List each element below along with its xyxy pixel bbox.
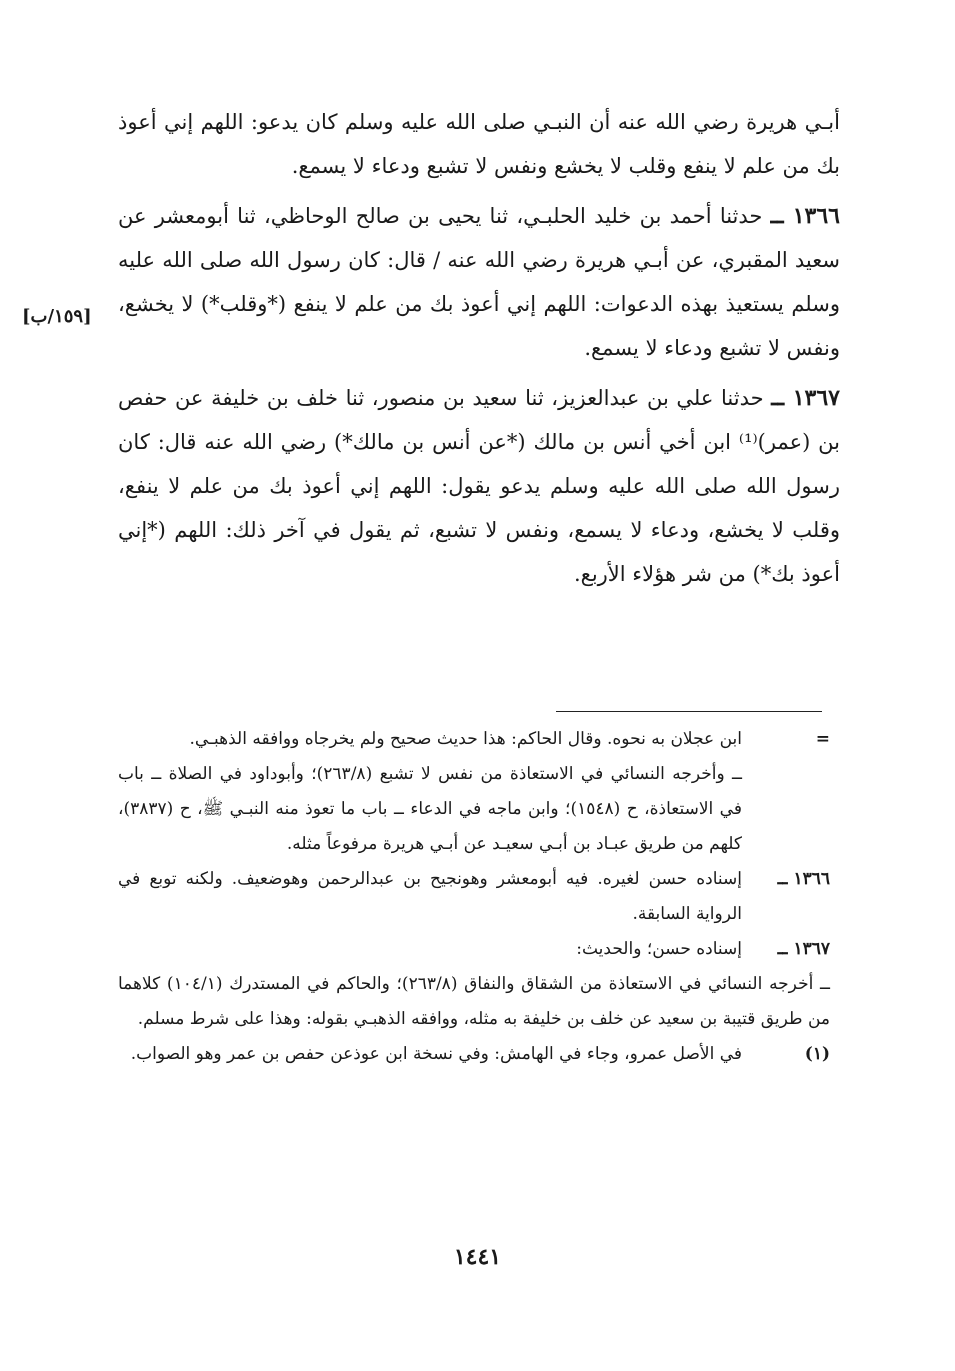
hadith-text: حدثنا علي بن عبدالعزيز، ثنا سعيد بن منصور، ثنا خلف بن خليفة عن حفص بن (عمر)⁽¹⁾ ابن أخي أنس بن مالك (*عن أنس بن مالك*) رضي الله عنه قال: كان رسول الله صلى الله عليه وسلم يدعو يقول: اللهم إني أعوذ بك من علم لا ينفع، وقلب لا يخشع، ودعاء لا يسمع، ونفس لا تشبع، ثم يقول في آخر ذلك: اللهم (*إني أعوذ بك*) من شر هؤلاء الأربع. <box>118 386 840 586</box>
footnote-separator <box>556 711 822 712</box>
page-number: ١٤٤١ <box>453 1244 502 1270</box>
hadith-1367 <box>118 376 840 596</box>
footnote-label: ١٣٦٦ ــ <box>777 869 830 889</box>
footnote-1366 <box>118 862 830 932</box>
footnote-text: ــ وأخرجه النسائي في الاستعاذة من نفس لا تشبع (٢٦٣/٨)؛ وأبوداود في الصلاة ــ باب في الاستعاذة، ح (١٥٤٨)؛ وابن ماجه في الدعاء ــ باب ما تعوذ منه النبـي ﷺ، ح (٣٨٣٧)، كلهم من طريق عبـاد بن أبـي سعيـد عن أبـي هريرة مرفوعاً مثله. <box>118 764 742 854</box>
footnote-label: (١) <box>804 1044 830 1064</box>
manuscript-folio-marker: [١٥٩/ب] <box>22 306 92 327</box>
footnote-1367 <box>118 932 830 967</box>
hadith-1366 <box>118 194 840 370</box>
footnote-label: = <box>815 729 830 749</box>
footnote-text: إسناده حسن لغيره. فيه أبومعشر وهونجيح بن عبدالرحمن وهوضعيف. ولكنه توبع في الرواية السابقة. <box>118 869 742 924</box>
hadith-text: حدثنا أحمد بن خليد الحلبـي، ثنا يحيى بن صالح الوحاظي، ثنا أبومعشر عن سعيد المقبري، عن أبـي هريرة رضي الله عنه / قال: كان رسول الله صلى الله عليه وسلم يستعيذ بهذه الدعوات: اللهم إني أعوذ بك من علم لا ينفع (*وقلب*) لا يخشع، ونفس لا تشبع ودعاء لا يسمع. <box>118 204 840 360</box>
footnote-continuation <box>118 722 830 862</box>
footnote-text: ابن عجلان به نحوه. وقال الحاكم: هذا حديث صحيح ولم يخرجاه ووافقه الذهبـي. <box>189 729 742 749</box>
footnote-text: إسناده حسن؛ والحديث: <box>576 939 742 959</box>
hadith-number: ١٣٦٧ ــ <box>771 385 840 411</box>
hadith-number: ١٣٦٦ ــ <box>770 203 840 229</box>
footnote-label: ١٣٦٧ ــ <box>777 939 830 959</box>
footnotes <box>118 722 830 1072</box>
paragraph-continuation: أبـي هريرة رضي الله عنه أن النبـي صلى الله عليه وسلم كان يدعو: اللهم إني أعوذ بك من علم لا ينفع وقلب لا يخشع ونفس لا تشبع ودعاء لا يسمع. <box>118 110 840 178</box>
footnote-1 <box>118 1037 830 1072</box>
footnote-text: ــ أخرجه النسائي في الاستعاذة من الشقاق والنفاق (٢٦٣/٨)؛ والحاكم في المستدرك (١٠٤/١) كلاهما من طريق قتيبة بن سعيد عن خلف بن خليفة به مثله، ووافقه الذهبـي بقوله: وهذا على شرط مسلم. <box>118 974 830 1029</box>
footnote-text: في الأصل عمرو، وجاء في الهامش: وفي نسخة ابن عوذعن حفص بن عمر وهو الصواب. <box>130 1044 742 1064</box>
main-text <box>118 100 840 602</box>
footnote-1367-sources <box>118 967 830 1037</box>
